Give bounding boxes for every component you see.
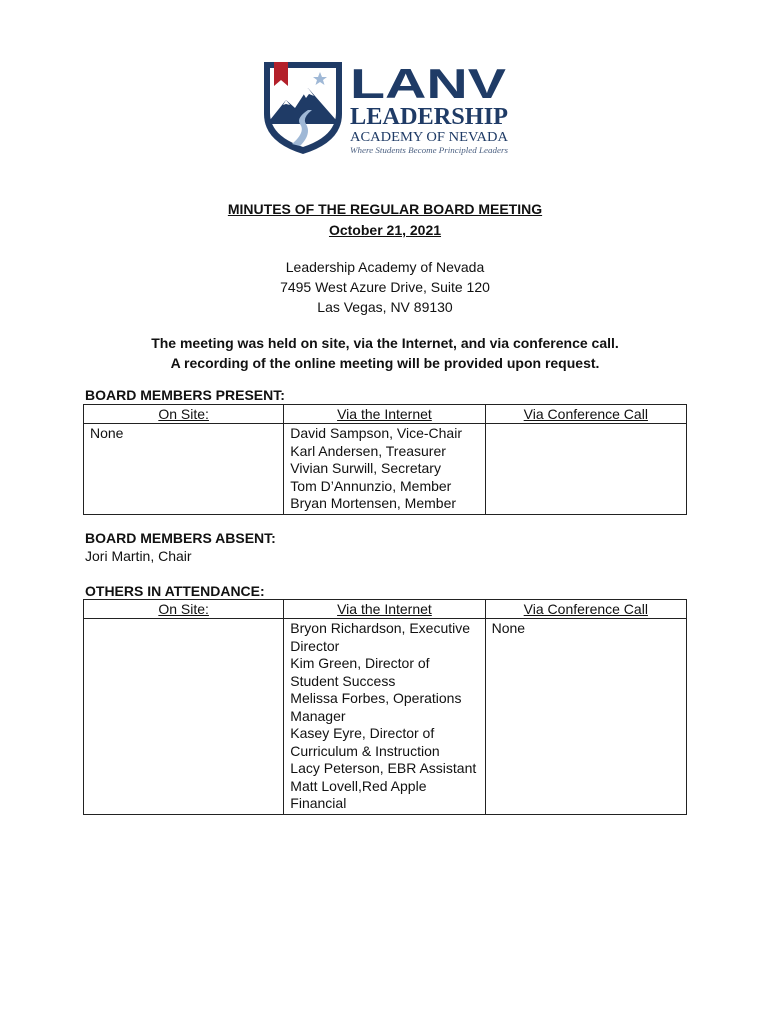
conference-cell: [485, 619, 686, 815]
logo-tagline: Where Students Become Principled Leaders: [350, 146, 508, 155]
logo-line-academy: ACADEMY OF NEVADA: [350, 130, 509, 145]
logo-line-leadership: LEADERSHIP: [350, 104, 508, 130]
list-item: Financial: [290, 795, 347, 811]
others-heading: OTHERS IN ATTENDANCE:: [85, 583, 265, 599]
table-row: [84, 619, 687, 815]
list-item: Student Success: [290, 672, 396, 689]
column-header: Via Conference Call: [485, 405, 686, 424]
list-item: Melissa Forbes, Operations: [290, 690, 462, 706]
list-item: Kim Green, Director of: [290, 655, 430, 671]
table-header-row: [84, 600, 687, 619]
list-item: None: [90, 425, 124, 441]
logo-wordmark: LANV: [350, 60, 506, 107]
list-item: Karl Andersen, Treasurer: [290, 442, 446, 459]
school-logo: [262, 58, 512, 158]
address-line-2: 7495 West Azure Drive, Suite 120: [280, 279, 490, 295]
note-line-2: A recording of the online meeting will be provided upon request.: [170, 355, 600, 371]
list-item: Curriculum & Instruction: [290, 742, 440, 759]
on-site-cell: [84, 619, 284, 815]
address-block: [0, 257, 770, 317]
column-header: Via Conference Call: [485, 600, 686, 619]
conference-cell: [485, 424, 686, 515]
internet-cell: [284, 619, 485, 815]
table-row: [84, 424, 687, 515]
list-item: None: [491, 620, 526, 636]
address-line-1: Leadership Academy of Nevada: [285, 259, 485, 275]
others-table: [83, 599, 687, 815]
list-item: Director: [290, 637, 340, 654]
meeting-date: October 21, 2021: [328, 222, 442, 238]
list-item: Tom D’Annunzio, Member: [290, 477, 452, 494]
list-item: David Sampson, Vice-Chair: [290, 425, 462, 441]
column-header: On Site:: [84, 405, 284, 424]
column-header: Via the Internet: [284, 600, 485, 619]
list-item: Manager: [290, 707, 346, 724]
list-item: Kasey Eyre, Director of: [290, 725, 435, 741]
note-line-1: The meeting was held on site, via the Internet, and via conference call.: [151, 335, 619, 351]
board-present-heading: BOARD MEMBERS PRESENT:: [85, 387, 285, 403]
list-item: Bryon Richardson, Executive: [290, 620, 471, 636]
meeting-note: [0, 333, 770, 373]
absent-member: Jori Martin, Chair: [85, 548, 192, 564]
board-present-table: [83, 404, 687, 515]
list-item: Vivian Surwill, Secretary: [290, 460, 441, 476]
column-header: Via the Internet: [284, 405, 485, 424]
internet-cell: [284, 424, 485, 515]
table-header-row: [84, 405, 687, 424]
on-site-cell: [84, 424, 284, 515]
list-item: Lacy Peterson, EBR Assistant: [290, 760, 477, 776]
column-header: On Site:: [84, 600, 284, 619]
title-line-1: MINUTES OF THE REGULAR BOARD MEETING: [227, 201, 543, 217]
board-absent-heading: BOARD MEMBERS ABSENT:: [85, 530, 276, 546]
list-item: Bryan Mortensen, Member: [290, 495, 457, 511]
document-title: [0, 199, 770, 241]
address-line-3: Las Vegas, NV 89130: [317, 299, 453, 315]
list-item: Matt Lovell,Red Apple: [290, 777, 427, 794]
